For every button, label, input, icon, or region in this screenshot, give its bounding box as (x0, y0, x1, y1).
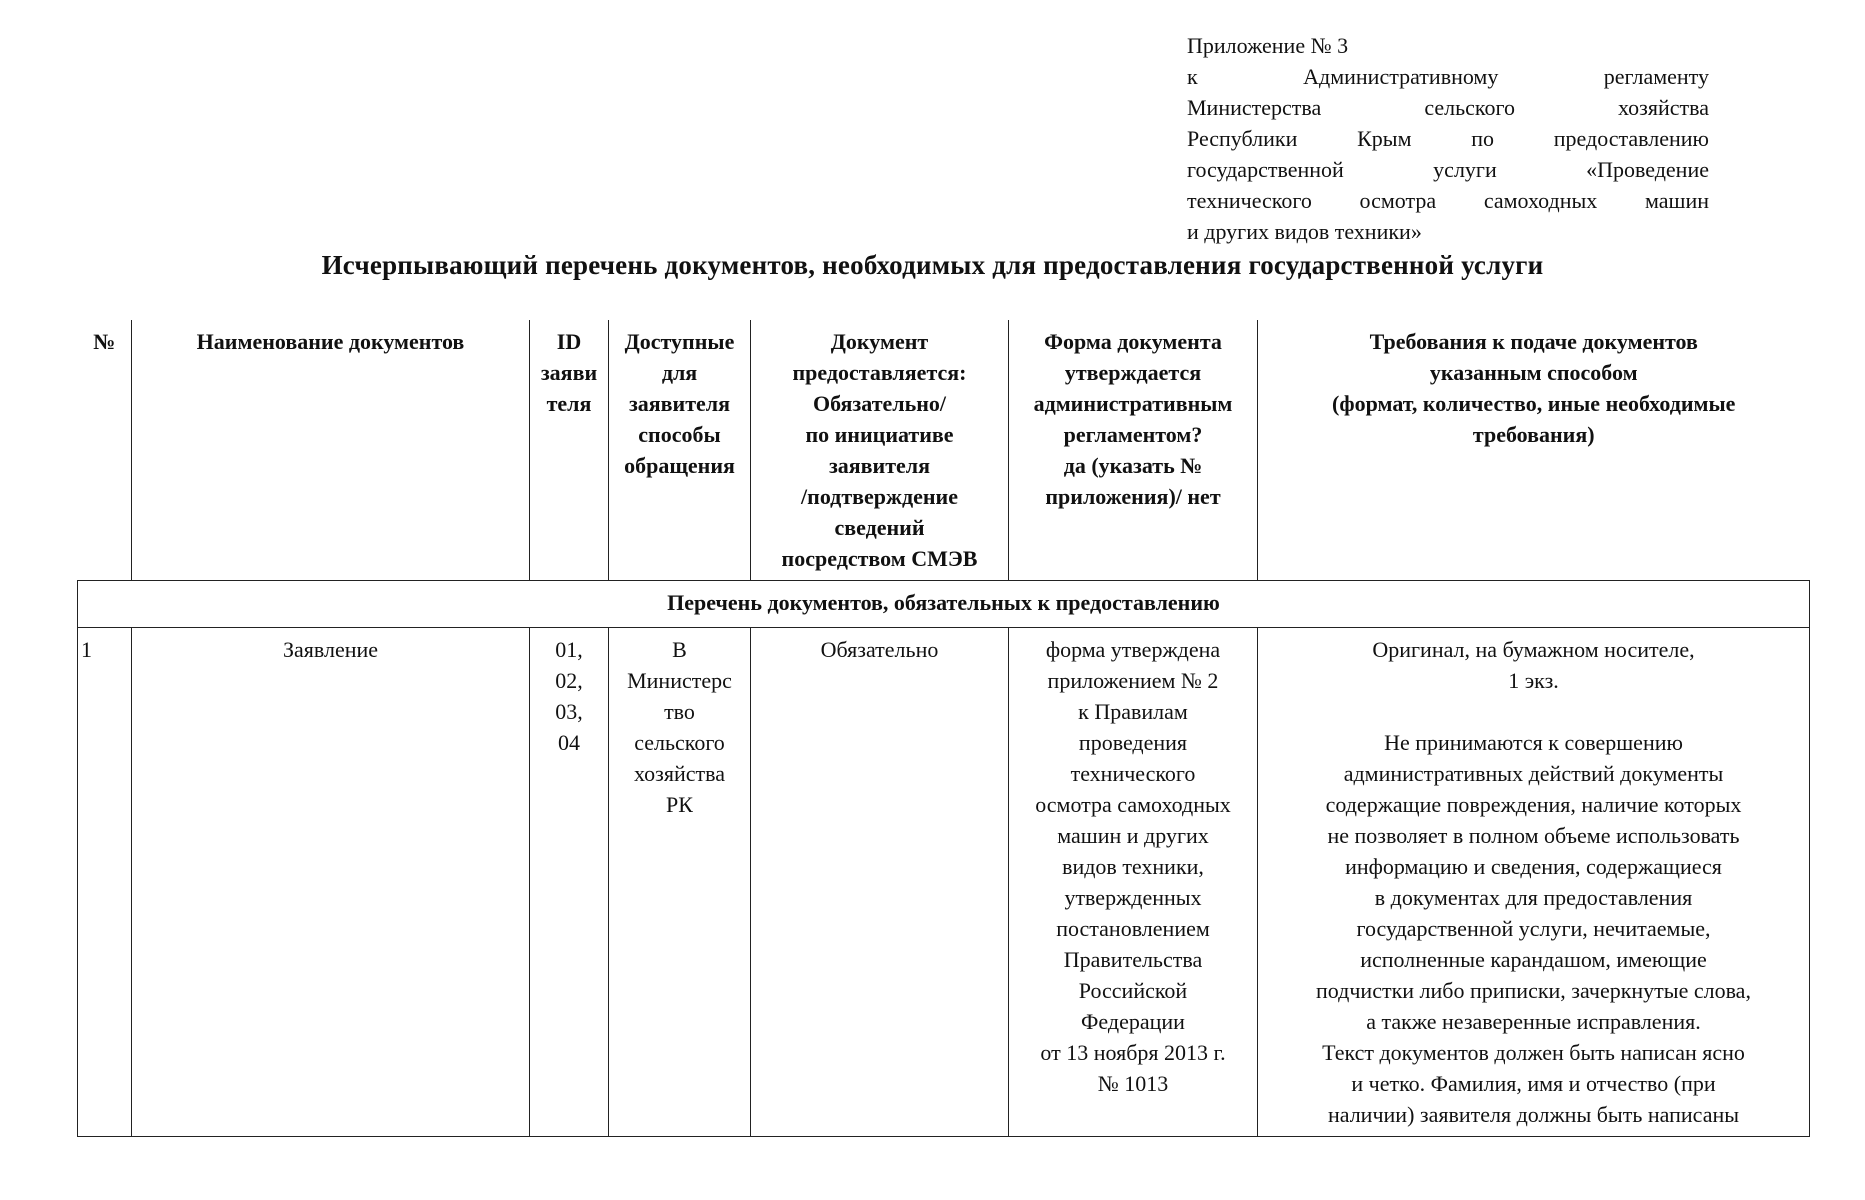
header-applicant-id: ID заяви теля (530, 320, 609, 581)
row-access-methods: В Министерс тво сельского хозяйства РК (609, 628, 751, 1137)
row-applicant-id: 01, 02, 03, 04 (530, 628, 609, 1137)
header-provision: Документ предоставляется: Обязательно/ по инициативе заявителя /подтверждение сведений посредством СМЭВ (751, 320, 1009, 581)
section-row (78, 581, 1810, 628)
requirements-line: информацию и сведения, содержащиеся (1345, 854, 1722, 879)
documents-table (77, 320, 1810, 1137)
appendix-line: технического осмотра самоходных машин (1187, 188, 1709, 213)
header-document-name: Наименование документов (132, 320, 530, 581)
requirements-line: Оригинал, на бумажном носителе, (1372, 637, 1695, 662)
requirements-line: а также незаверенные исправления. (1366, 1009, 1701, 1034)
requirements-line: государственной услуги, нечитаемые, (1356, 916, 1711, 941)
section-title: Перечень документов, обязательных к предоставлению (78, 581, 1810, 628)
requirements-line: административных действий документы (1343, 761, 1724, 786)
header-access-methods: Доступные для заявителя способы обращения (609, 320, 751, 581)
row-requirements (1258, 628, 1810, 1137)
requirements-line: исполненные карандашом, имеющие (1360, 947, 1707, 972)
requirements-line: 1 экз. (1508, 668, 1559, 693)
table-row (78, 628, 1810, 1137)
appendix-line: и других видов техники» (1187, 219, 1422, 244)
table-header-row (78, 320, 1810, 581)
requirements-line: содержащие повреждения, наличие которых (1325, 792, 1742, 817)
requirements-line: не позволяет в полном объеме использовать (1327, 823, 1740, 848)
row-document-name: Заявление (132, 628, 530, 1137)
appendix-line: Приложение № 3 (1187, 33, 1349, 58)
requirements-line: Текст документов должен быть написан ясно (1322, 1040, 1745, 1065)
row-provision: Обязательно (751, 628, 1009, 1137)
paragraph-gap (1261, 696, 1806, 727)
requirements-line: в документах для предоставления (1374, 885, 1693, 910)
header-requirements: Требования к подаче документов указанным способом (формат, количество, иные необходимые требования) (1258, 320, 1810, 581)
row-number: 1 (78, 628, 132, 1137)
header-form: Форма документа утверждается административным регламентом? да (указать № приложения)/ нет (1009, 320, 1258, 581)
appendix-line: государственной услуги «Проведение (1187, 157, 1709, 182)
requirements-line: наличии) заявителя должны быть написаны (1327, 1102, 1740, 1127)
requirements-line: и четко. Фамилия, имя и отчество (при (1351, 1071, 1716, 1096)
requirements-line: Не принимаются к совершению (1384, 730, 1683, 755)
appendix-note (1187, 30, 1709, 247)
row-form: форма утверждена приложением № 2 к Правилам проведения технического осмотра самоходных машин и других видов техники, утвержденных постановлением Правительства Российской Федерации от 13 ноября 2013 г. № 1013 (1009, 628, 1258, 1137)
requirements-line: подчистки либо приписки, зачеркнутые слова, (1316, 978, 1751, 1003)
document-title: Исчерпывающий перечень документов, необходимых для предоставления государственной услуги (321, 250, 1544, 280)
appendix-line: Республики Крым по предоставлению (1187, 126, 1709, 151)
header-number: № (78, 320, 132, 581)
appendix-line: Министерства сельского хозяйства (1187, 95, 1709, 120)
appendix-line: к Административному регламенту (1187, 64, 1709, 89)
